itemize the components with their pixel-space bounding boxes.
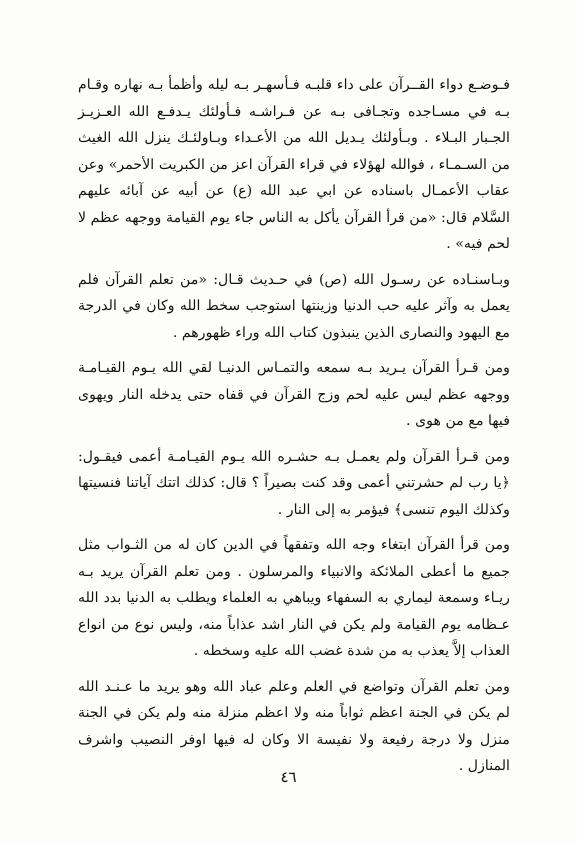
paragraph-5: ومن قرأ القرآن ابتغاء وجه الله وتفقهاً في الدين كان له من الثـواب مثل جميع ما أعطى الملائكة والانبياء والمرسلون . ومن تعلم القرآن يريد بـه ريـاء وسمعة ليماري به السفهاء ويباهي به العلماء ويطلب به الدنيا بدد الله عـظامه يوم القيامة ولم يكن في النار اشد عذاباً منه، وليس نوع من انواع العذاب إلاَّ يعذب به من شدة غضب الله عليه وسخطه . (78, 537, 510, 659)
paragraph-2: وبـاسنـاده عن رسـول الله (ص) في حـديث قـال: «من تعلم القرآن فلم يعمل به وآثر عليه حب الدنيا وزينتها استوجب سخط الله وكان في الدرجة مع اليهود والنصارى الذين ينبذون كتاب الله وراء ظهورهم . (78, 271, 510, 341)
paragraph-1: فـوضـع دواء القــرآن على داء قلبـه فـأسهـر بـه ليله وأظمأ بـه نهاره وقـام بـه في مسـاجده وتجـافى بـه عن فـراشـه فـأولئك يـدفـع الله العـزيـز الجـبار البـلاء . وبـأولئك يـديل الله من الأعـداء وبـاولئـك ينزل الله الغيث من السـمـاء ، فوالله لهؤلاء في قراء القرآن اعز من الكبريت الأحمر» وعن عقاب الأعمـال باسناده عن ابي عبد الله (ع) عن أبيه عن آبائه عليهم السَّلام قال: «من قرأ القرآن يأكل به الناس جاء يوم القيامة ووجهه عظم لا لحم فيه» . (78, 77, 510, 252)
paragraph-6: ومن تعلم القرآن وتواضع في العلم وعلم عباد الله وهو يريد ما عـنـد الله لم يكن في الجنة اعظم ثواباً منه ولا اعظم منزلة منه ولم يكن في الجنة منزل ولا درجة رفيعة ولا نفيسة الا وكان له فيها اوفر النصيب واشرف المنازل . (78, 678, 510, 774)
body-text (78, 72, 510, 780)
paragraph-3: ومن قـرأ القرآن يـريد بـه سمعه والتمـاس الدنيـا لقي الله يـوم القيـامـة ووجهه عظم ليس عليه لحم وزج القرآن في قفاه حتى يدخله النار ويهوى فيها مع من هوى . (78, 360, 510, 429)
page-number: ٤٦ (280, 768, 297, 786)
paragraph-4: ومن قـرأ القرآن ولم يعمـل بـه حشـره الله يـوم القيـامـة أعمى فيقـول: ﴿يا رب لم حشرتني أعمى وقد كنت بصيراً ؟ قال: كذلك اتتك آياتنا فنسيتها وكذلك اليوم تنسى﴾ فيؤمر به إلى النار . (78, 448, 510, 518)
